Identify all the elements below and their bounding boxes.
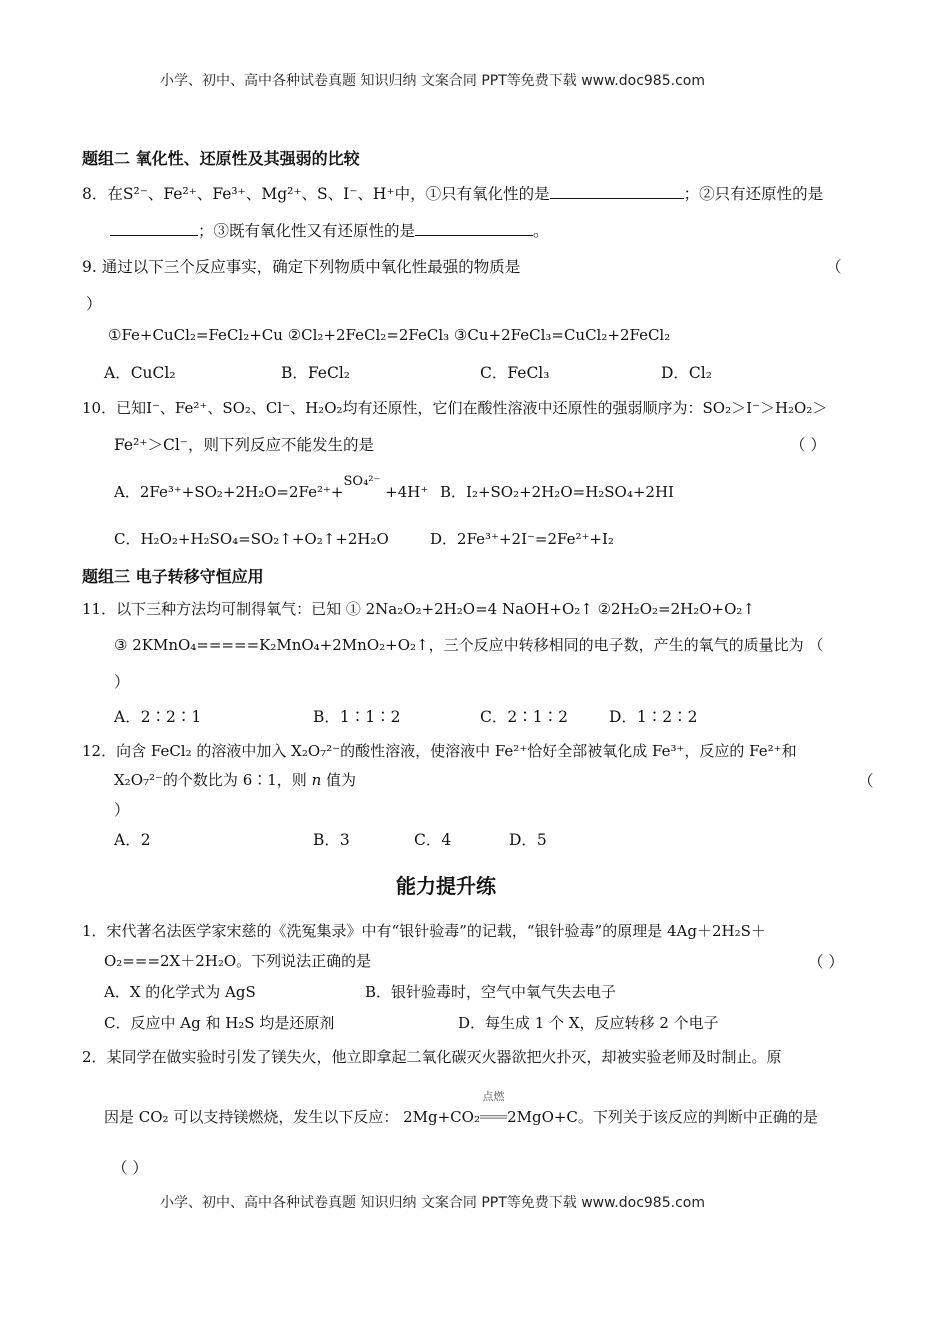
q9-option-a[interactable]: A．CuCl₂ (104, 364, 176, 382)
ability-q1-paren: （ ） (808, 953, 844, 971)
q8-line1 (82, 182, 823, 204)
q11-line2: ③ 2KMnO₄=====K₂MnO₄+2MnO₂+O₂↑，三个反应中转移相同的电子数，产生的氧气的质量比为 （ (114, 636, 824, 654)
q10-line2: Fe²⁺＞Cl⁻，则下列反应不能发生的是 (114, 436, 374, 454)
q12-text-b: 值为 (321, 771, 357, 789)
q10-option-a-tail: +4H⁺ (380, 483, 429, 501)
q9-option-d[interactable]: D．Cl₂ (661, 364, 712, 382)
q9-paren-open: （ (826, 258, 842, 276)
ability-q1-option-c[interactable]: C．反应中 Ag 和 H₂S 均是还原剂 (104, 1014, 335, 1032)
q8-text-a: 8．在S²⁻、Fe²⁺、Fe³⁺、Mg²⁺、S、I⁻、H⁺中，①只有氧化性的是 (82, 185, 550, 203)
q10-option-b[interactable]: B．I₂+SO₂+2H₂O=H₂SO₄+2HI (440, 483, 674, 501)
q8-blank-1[interactable] (550, 184, 684, 199)
q9-reactions: ①Fe+CuCl₂=FeCl₂+Cu ②Cl₂+2FeCl₂=2FeCl₃ ③Cu+2FeCl₃=CuCl₂+2FeCl₂ (108, 326, 671, 344)
ability-q1-line2: O₂===2X＋2H₂O。下列说法正确的是 (104, 952, 372, 970)
ability-q1-option-a[interactable]: A．X 的化学式为 AgS (104, 983, 256, 1001)
ability-q2-line2 (104, 1090, 818, 1127)
q8-text-d: 。 (533, 222, 549, 240)
ability-q2-line1: 2．某同学在做实验时引发了镁失火，他立即拿起二氧化碳灭火器欲把火扑灭，却被实验老师及时制止。原 (82, 1048, 782, 1066)
q11-option-d[interactable]: D．1∶2∶2 (609, 708, 698, 726)
q10-option-c[interactable]: C．H₂O₂+H₂SO₄=SO₂↑+O₂↑+2H₂O (114, 530, 389, 548)
q8-text-b: ；②只有还原性的是 (683, 185, 824, 203)
q10-option-a-text: A．2Fe³⁺+SO₂+2H₂O=2Fe²⁺+ (114, 483, 344, 501)
q8-blank-3[interactable] (415, 221, 533, 236)
ability-q1-line1: 1．宋代著名法医学家宋慈的《洗冤集录》中有“银针验毒”的记载，“银针验毒”的原理是 4Ag＋2H₂S＋ (82, 922, 766, 940)
q11-line1: 11．以下三种方法均可制得氧气：已知 ① 2Na₂O₂+2H₂O=4 NaOH+O₂↑ ②2H₂O₂=2H₂O+O₂↑ (82, 600, 755, 618)
q11-paren-close: ） (114, 673, 130, 691)
q9-option-b[interactable]: B．FeCl₂ (281, 364, 351, 382)
page-header: 小学、初中、高中各种试卷真题 知识归纳 文案合同 PPT等免费下载 www.doc985.com (160, 73, 705, 89)
q10-line1: 10．已知I⁻、Fe²⁺、SO₂、Cl⁻、H₂O₂均有还原性，它们在酸性溶液中还原性的强弱顺序为：SO₂＞I⁻＞H₂O₂＞ (82, 399, 828, 417)
reaction-arrow: ═══ (479, 1108, 508, 1126)
q12-option-d[interactable]: D．5 (509, 831, 547, 849)
q9-stem: 9. 通过以下三个反应事实，确定下列物质中氧化性最强的物质是 (82, 258, 521, 276)
q11-option-b[interactable]: B．1∶1∶2 (313, 708, 401, 726)
q11-option-a[interactable]: A．2∶2∶1 (114, 708, 202, 726)
q9-option-c[interactable]: C．FeCl₃ (480, 364, 550, 382)
reaction-condition (479, 1090, 508, 1126)
section-title-group3: 题组三 电子转移守恒应用 (82, 567, 264, 586)
q12-text-a: X₂O₇²⁻的个数比为 6∶1，则 (114, 771, 312, 789)
q12-line1: 12．向含 FeCl₂ 的溶液中加入 X₂O₇²⁻的酸性溶液，使溶液中 Fe²⁺恰好全部被氧化成 Fe³⁺，反应的 Fe²⁺和 (82, 742, 797, 760)
reaction-condition-label: 点燃 (482, 1090, 505, 1103)
section-title-ability: 能力提升练 (396, 874, 496, 898)
ability-q1-option-d[interactable]: D．每生成 1 个 X，反应转移 2 个电子 (458, 1014, 719, 1032)
q12-option-b[interactable]: B．3 (313, 831, 350, 849)
q12-line2 (114, 769, 356, 790)
ability-q1-option-b[interactable]: B．银针验毒时，空气中氧气失去电子 (365, 983, 617, 1001)
q12-variable-n: n (311, 771, 322, 789)
ability-q2-text-b: 2MgO+C。下列关于该反应的判断中正确的是 (507, 1108, 818, 1126)
q10-option-a[interactable] (114, 474, 429, 502)
q8-blank-2[interactable] (110, 221, 198, 236)
q12-paren-open: （ (858, 772, 874, 790)
ability-q2-text-a: 因是 CO₂ 可以支持镁燃烧，发生以下反应： 2Mg+CO₂ (104, 1108, 480, 1126)
q10-paren: （ ） (790, 436, 826, 454)
q12-paren-close: ） (114, 801, 130, 819)
section-title-group2: 题组二 氧化性、还原性及其强弱的比较 (82, 149, 360, 168)
q10-option-a-ion: SO₄²⁻ (343, 474, 381, 489)
q12-option-c[interactable]: C．4 (414, 831, 452, 849)
q12-option-a[interactable]: A．2 (114, 831, 151, 849)
q8-text-c: ；③既有氧化性又有还原性的是 (198, 222, 416, 240)
page-footer: 小学、初中、高中各种试卷真题 知识归纳 文案合同 PPT等免费下载 www.doc985.com (160, 1195, 705, 1211)
q11-option-c[interactable]: C．2∶1∶2 (480, 708, 568, 726)
q9-paren-close: ） (86, 295, 102, 313)
q10-option-d[interactable]: D．2Fe³⁺+2I⁻=2Fe²⁺+I₂ (430, 530, 614, 548)
ability-q2-paren: （ ） (112, 1159, 148, 1177)
q8-line2 (110, 219, 549, 241)
